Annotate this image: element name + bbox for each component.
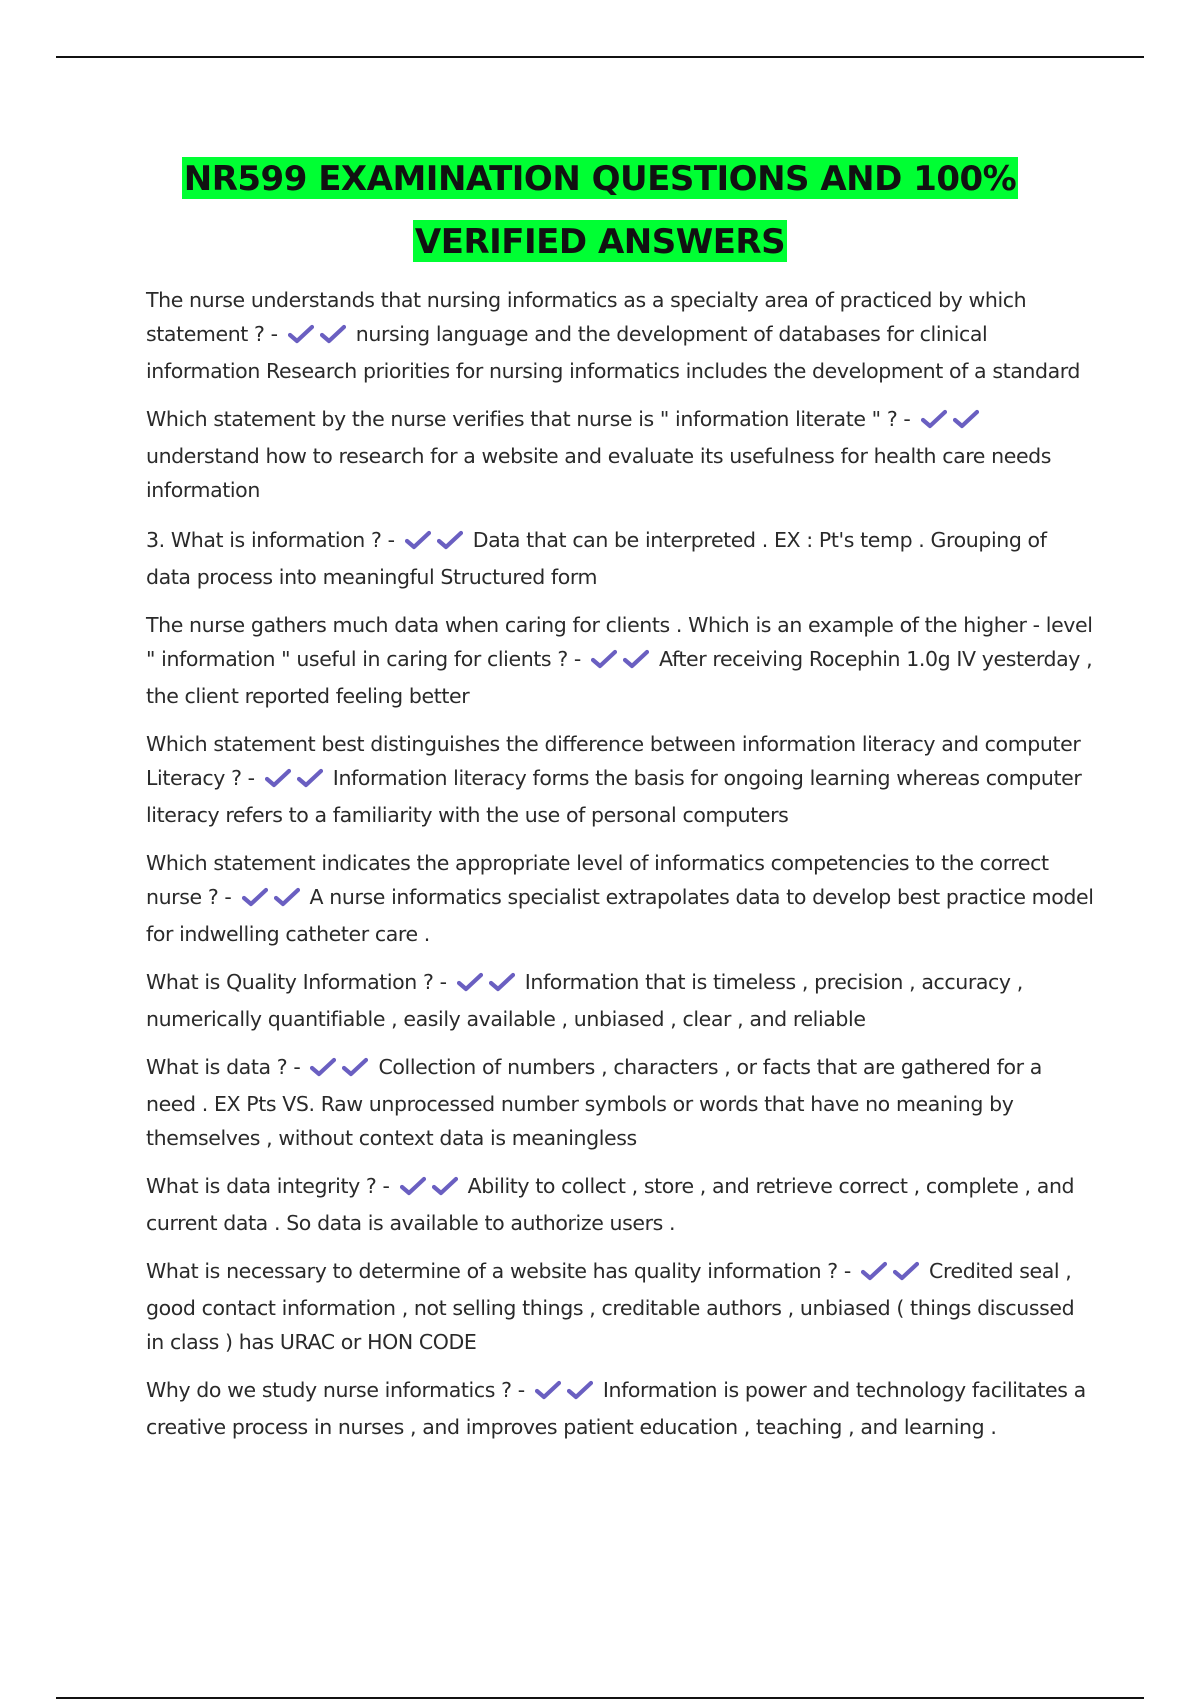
check-mark-icon xyxy=(310,1057,336,1077)
check-mark-icon xyxy=(893,1261,919,1281)
question-text: What is data integrity ? - xyxy=(146,1174,390,1198)
title-line-2: VERIFIED ANSWERS xyxy=(414,222,786,262)
answer-check-marks xyxy=(265,764,329,798)
check-mark-icon xyxy=(320,324,346,344)
answer-text: A nurse informatics specialist extrapolates data to develop best practice model for indwelling catheter care . xyxy=(146,885,1094,946)
check-mark-icon xyxy=(591,649,617,669)
check-mark-icon xyxy=(921,409,947,429)
question-text: 3. What is information ? - xyxy=(146,528,395,552)
answer-text: After receiving Rocephin 1.0g IV yesterday , the client reported feeling better xyxy=(146,647,1093,708)
answer-text: Information is power and technology facilitates a creative process in nurses , and improves patient education , teaching , and learning . xyxy=(146,1378,1086,1439)
qa-item xyxy=(146,523,1096,594)
answer-text: Information literacy forms the basis for ongoing learning whereas computer literacy refers to a familiarity with the use of personal computers xyxy=(146,766,1082,827)
answer-text: Collection of numbers , characters , or facts that are gathered for a need . EX Pts VS. Raw unprocessed number symbols or words that have no meaning by themselves , without context data is meaningless xyxy=(146,1055,1042,1150)
qa-item xyxy=(146,727,1096,832)
check-mark-icon xyxy=(297,768,323,788)
question-text: Which statement by the nurse verifies that nurse is " information literate " ? - xyxy=(146,407,911,431)
answer-check-marks xyxy=(242,883,306,917)
question-text: What is data ? - xyxy=(146,1055,301,1079)
qa-item xyxy=(146,1169,1096,1240)
answer-check-marks xyxy=(400,1172,464,1206)
qa-item xyxy=(146,846,1096,951)
top-rule xyxy=(56,56,1144,58)
bottom-rule xyxy=(56,1697,1144,1699)
qa-item xyxy=(146,1050,1096,1155)
question-text: The nurse gathers much data when caring for clients . Which is an example of the higher - level " information " useful in caring for clients ? - xyxy=(146,613,1093,671)
check-mark-icon xyxy=(400,1176,426,1196)
check-mark-icon xyxy=(567,1380,593,1400)
qa-item xyxy=(146,402,1096,507)
answer-text: Information that is timeless , precision , accuracy , numerically quantifiable , easily available , unbiased , clear , and reliable xyxy=(146,970,1023,1031)
document-title xyxy=(0,148,1200,274)
check-mark-icon xyxy=(242,887,268,907)
qa-item xyxy=(146,283,1096,388)
check-mark-icon xyxy=(265,768,291,788)
answer-check-marks xyxy=(405,526,469,560)
answer-text: understand how to research for a website and evaluate its usefulness for health care needs information xyxy=(146,444,1052,502)
answer-check-marks xyxy=(288,320,352,354)
question-text: The nurse understands that nursing informatics as a specialty area of practiced by which statement ? - xyxy=(146,288,1027,346)
check-mark-icon xyxy=(342,1057,368,1077)
check-mark-icon xyxy=(489,972,515,992)
answer-text: Data that can be interpreted . EX : Pt's temp . Grouping of data process into meaningful Structured form xyxy=(146,528,1047,589)
question-text: Which statement best distinguishes the difference between information literacy and computer Literacy ? - xyxy=(146,732,1081,790)
answer-check-marks xyxy=(535,1376,599,1410)
qa-item xyxy=(146,608,1096,713)
question-text: Which statement indicates the appropriate level of informatics competencies to the correct nurse ? - xyxy=(146,851,1049,909)
answer-text: Credited seal , good contact information , not selling things , creditable authors , unbiased ( things discussed in class ) has URAC or HON CODE xyxy=(146,1259,1075,1354)
answer-check-marks xyxy=(591,645,655,679)
answer-check-marks xyxy=(457,968,521,1002)
check-mark-icon xyxy=(861,1261,887,1281)
check-mark-icon xyxy=(623,649,649,669)
check-mark-icon xyxy=(535,1380,561,1400)
check-mark-icon xyxy=(274,887,300,907)
title-line-1: NR599 EXAMINATION QUESTIONS AND 100% xyxy=(183,159,1017,199)
question-text: Why do we study nurse informatics ? - xyxy=(146,1378,525,1402)
check-mark-icon xyxy=(432,1176,458,1196)
answer-text: nursing language and the development of databases for clinical information Research priorities for nursing informatics includes the development of a standard xyxy=(146,322,1081,383)
check-mark-icon xyxy=(437,530,463,550)
answer-check-marks xyxy=(310,1053,374,1087)
answer-text: Ability to collect , store , and retrieve correct , complete , and current data . So data is available to authorize users . xyxy=(146,1174,1075,1235)
answer-check-marks xyxy=(921,405,985,439)
check-mark-icon xyxy=(953,409,979,429)
check-mark-icon xyxy=(288,324,314,344)
check-mark-icon xyxy=(405,530,431,550)
qa-item xyxy=(146,1373,1096,1444)
question-text: What is necessary to determine of a website has quality information ? - xyxy=(146,1259,851,1283)
answer-check-marks xyxy=(861,1257,925,1291)
qa-list xyxy=(146,283,1096,1444)
qa-item xyxy=(146,965,1096,1036)
check-mark-icon xyxy=(457,972,483,992)
question-text: What is Quality Information ? - xyxy=(146,970,447,994)
qa-item xyxy=(146,1254,1096,1359)
